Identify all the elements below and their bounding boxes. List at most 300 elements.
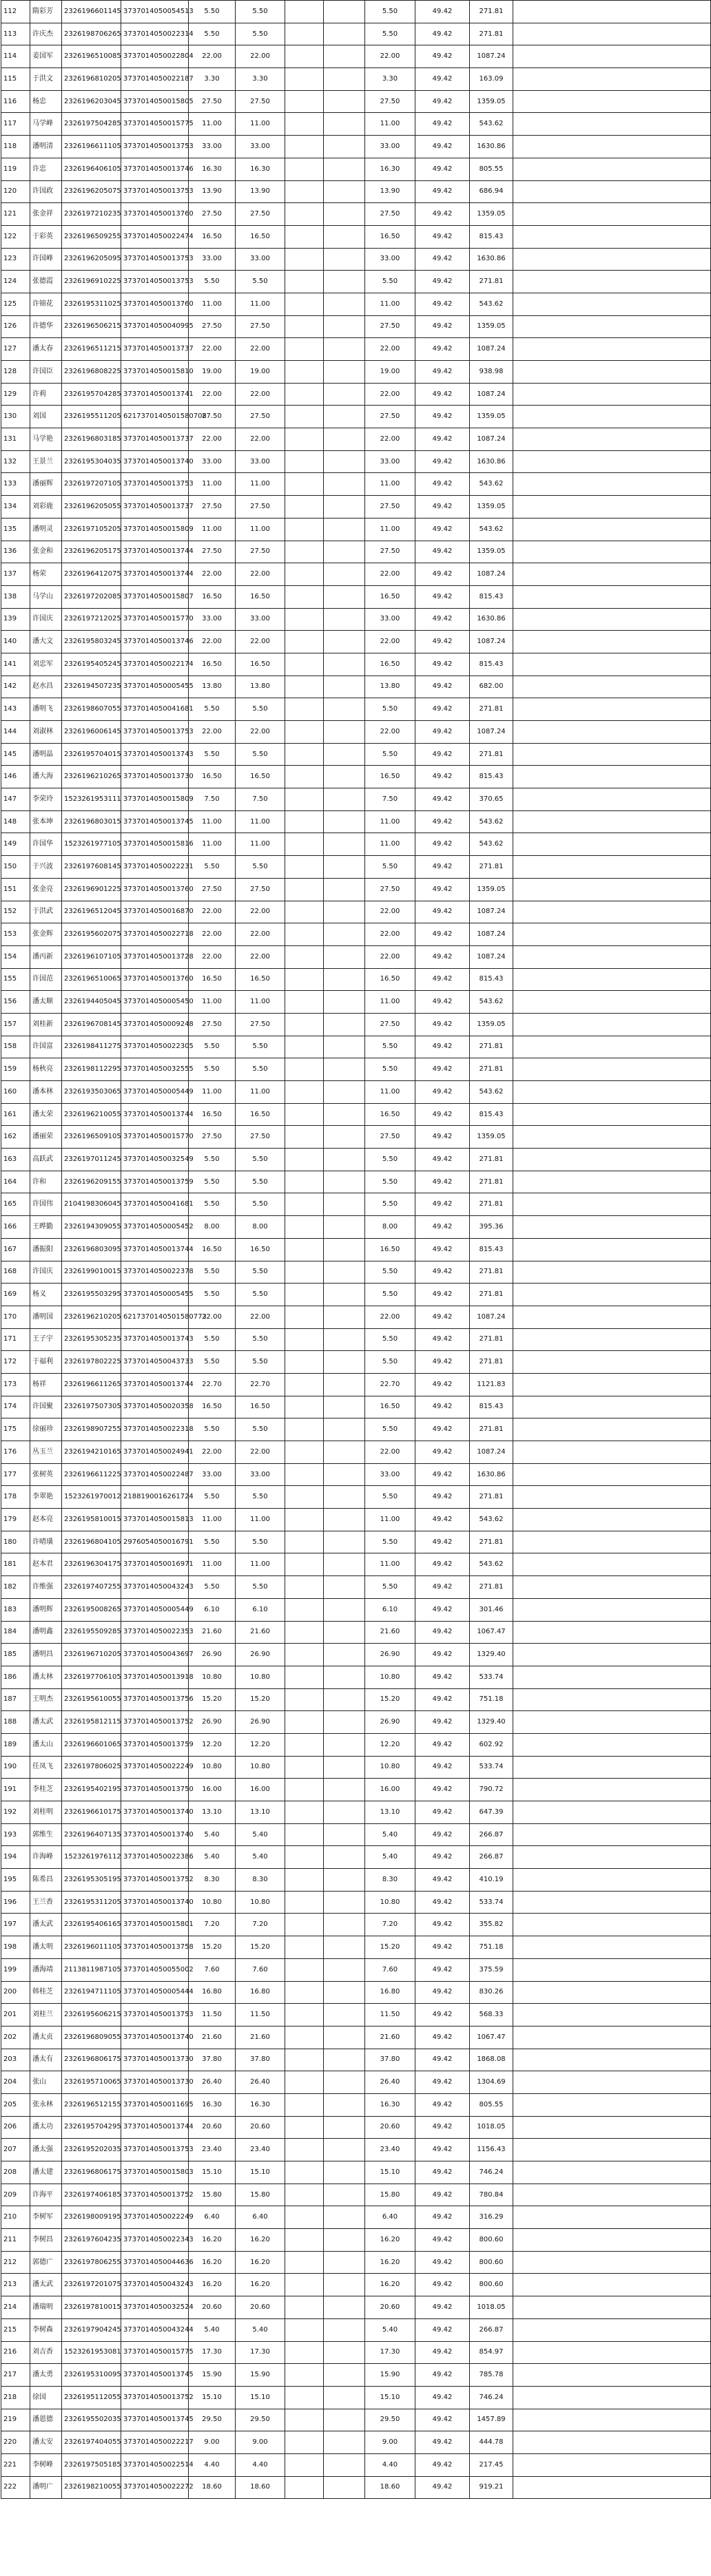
table-cell: 3737014050022378 — [121, 1261, 189, 1284]
table-cell: 49.42 — [415, 676, 470, 698]
table-cell: 2326196509105 — [62, 1126, 121, 1149]
table-cell: 11.00 — [365, 518, 415, 541]
table-cell: 1359.05 — [470, 541, 513, 563]
table-cell: 13.90 — [365, 180, 415, 203]
table-row — [1, 2071, 711, 2094]
table-cell: 117 — [1, 113, 30, 136]
table-cell — [324, 1306, 365, 1328]
table-cell: 3737014050041681 — [121, 698, 189, 721]
table-cell — [285, 1576, 324, 1599]
table-cell: 11.00 — [236, 473, 285, 496]
table-cell — [513, 23, 711, 45]
table-cell: 刘淑林 — [30, 721, 62, 744]
table-row — [1, 1846, 711, 1869]
table-cell: 49.42 — [415, 1733, 470, 1756]
table-cell: 9.00 — [236, 2431, 285, 2454]
table-cell: 5.50 — [189, 1328, 236, 1351]
table-cell: 5.50 — [365, 271, 415, 293]
table-cell — [513, 676, 711, 698]
table-cell: 3737014050013753 — [121, 180, 189, 203]
table-cell: 11.00 — [236, 113, 285, 136]
table-cell: 16.20 — [365, 2251, 415, 2274]
table-cell: 19.00 — [189, 361, 236, 384]
table-cell: 49.42 — [415, 1779, 470, 1801]
table-cell: 2326196610175 — [62, 1801, 121, 1824]
table-cell: 郭德广 — [30, 2251, 62, 2274]
table-cell: 49.42 — [415, 90, 470, 113]
table-cell — [324, 383, 365, 406]
table-cell — [285, 788, 324, 811]
table-cell: 49.42 — [415, 406, 470, 428]
table-cell: 16.30 — [365, 2093, 415, 2116]
table-cell: 751.18 — [470, 1936, 513, 1959]
table-cell — [513, 1936, 711, 1959]
table-cell: 49.42 — [415, 1598, 470, 1621]
table-row — [1, 1823, 711, 1846]
table-cell — [513, 2116, 711, 2139]
table-cell: 李荣玲 — [30, 788, 62, 811]
table-cell: 刘吉香 — [30, 2341, 62, 2364]
table-cell: 1630.86 — [470, 450, 513, 473]
table-cell: 49.42 — [415, 361, 470, 384]
table-cell: 2326196803015 — [62, 810, 121, 833]
table-cell: 37.80 — [236, 2049, 285, 2071]
table-cell: 韩桂芝 — [30, 1981, 62, 2004]
table-cell: 160 — [1, 1081, 30, 1104]
table-cell — [324, 496, 365, 519]
table-cell: 3737014050005452 — [121, 1216, 189, 1239]
table-cell: 16.50 — [236, 1238, 285, 1261]
table-cell: 49.42 — [415, 2341, 470, 2364]
table-cell: 219 — [1, 2409, 30, 2431]
table-cell: 6.10 — [236, 1598, 285, 1621]
table-cell: 5.50 — [236, 1418, 285, 1441]
table-row — [1, 2206, 711, 2229]
table-cell: 216 — [1, 2341, 30, 2364]
table-cell: 1359.05 — [470, 878, 513, 901]
table-cell: 2326196803095 — [62, 1238, 121, 1261]
table-cell: 2326195511205 — [62, 406, 121, 428]
table-cell: 746.24 — [470, 2161, 513, 2184]
table-cell: 217.45 — [470, 2453, 513, 2476]
table-row — [1, 563, 711, 586]
table-cell — [324, 1013, 365, 1036]
table-cell — [324, 1036, 365, 1058]
table-cell: 2326197011245 — [62, 1149, 121, 1171]
table-cell: 271.81 — [470, 1261, 513, 1284]
table-cell — [324, 1284, 365, 1306]
table-cell — [513, 1644, 711, 1666]
table-cell — [513, 1418, 711, 1441]
table-cell: 194 — [1, 1846, 30, 1869]
table-row — [1, 68, 711, 91]
table-cell: 许国庆 — [30, 608, 62, 631]
table-cell: 马学艳 — [30, 428, 62, 451]
table-cell — [324, 518, 365, 541]
table-cell — [324, 1418, 365, 1441]
table-row — [1, 1441, 711, 1464]
table-cell — [513, 2071, 711, 2094]
table-cell: 49.42 — [415, 1463, 470, 1486]
table-cell: 207 — [1, 2139, 30, 2161]
table-cell: 2326195311025 — [62, 293, 121, 315]
table-cell — [285, 1779, 324, 1801]
table-cell: 2326196806175 — [62, 2161, 121, 2184]
table-cell: 16.30 — [189, 158, 236, 180]
table-cell: 2326193503065 — [62, 1081, 121, 1104]
table-cell: 2326196506215 — [62, 315, 121, 338]
table-cell: 许国峰 — [30, 248, 62, 271]
table-cell: 830.26 — [470, 1981, 513, 2004]
table-cell — [324, 1801, 365, 1824]
table-cell — [285, 653, 324, 676]
table-cell — [285, 1733, 324, 1756]
table-cell: 2326197212025 — [62, 608, 121, 631]
table-cell: 49.42 — [415, 158, 470, 180]
table-cell: 15.80 — [365, 2184, 415, 2206]
table-cell: 潘太勇 — [30, 2364, 62, 2387]
table-cell: 张金亮 — [30, 878, 62, 901]
table-row — [1, 1936, 711, 1959]
table-cell: 11.00 — [189, 473, 236, 496]
table-cell — [285, 991, 324, 1014]
table-cell: 370.65 — [470, 788, 513, 811]
table-cell: 2326195405245 — [62, 653, 121, 676]
table-cell: 许莉 — [30, 383, 62, 406]
table-cell: 27.50 — [365, 1013, 415, 1036]
table-row — [1, 1666, 711, 1688]
table-cell: 2326195810015 — [62, 1509, 121, 1531]
table-cell: 746.24 — [470, 2386, 513, 2409]
table-cell — [285, 2251, 324, 2274]
table-cell: 206 — [1, 2116, 30, 2139]
table-cell: 13.80 — [189, 676, 236, 698]
table-cell — [513, 2318, 711, 2341]
table-cell: 2326197207105 — [62, 473, 121, 496]
table-cell: 49.42 — [415, 1823, 470, 1846]
table-cell: 49.42 — [415, 1351, 470, 1374]
table-cell: 3737014050013753 — [121, 248, 189, 271]
table-cell — [285, 23, 324, 45]
table-cell: 140 — [1, 631, 30, 653]
table-cell: 2976054050016791 — [121, 1531, 189, 1553]
table-cell: 355.82 — [470, 1914, 513, 1936]
table-cell: 3737014050043243 — [121, 1576, 189, 1599]
table-cell — [285, 1284, 324, 1306]
table-cell — [324, 1058, 365, 1081]
table-cell: 271.81 — [470, 743, 513, 766]
table-cell: 3737014050015775 — [121, 113, 189, 136]
table-cell: 141 — [1, 653, 30, 676]
table-cell — [513, 1396, 711, 1418]
table-cell: 潘恩德 — [30, 2409, 62, 2431]
table-row — [1, 2296, 711, 2319]
table-cell: 任凤飞 — [30, 1756, 62, 1779]
table-cell: 271.81 — [470, 1036, 513, 1058]
table-cell: 3737014050013759 — [121, 1733, 189, 1756]
table-row — [1, 766, 711, 788]
table-cell: 22.00 — [189, 1306, 236, 1328]
table-cell — [324, 1666, 365, 1688]
table-cell: 190 — [1, 1756, 30, 1779]
table-cell: 3737014050013752 — [121, 2184, 189, 2206]
table-cell: 49.42 — [415, 271, 470, 293]
table-cell — [324, 1396, 365, 1418]
table-cell: 18.60 — [189, 2476, 236, 2499]
table-row — [1, 1013, 711, 1036]
table-cell: 1087.24 — [470, 945, 513, 968]
table-cell: 15.10 — [365, 2161, 415, 2184]
table-row — [1, 2161, 711, 2184]
table-cell: 5.50 — [365, 1058, 415, 1081]
table-cell — [285, 2026, 324, 2049]
table-cell: 21.60 — [189, 2026, 236, 2049]
table-cell: 6217370140501580708 — [121, 406, 189, 428]
table-cell: 26.90 — [189, 1644, 236, 1666]
table-cell: 2326196210055 — [62, 1103, 121, 1126]
table-cell: 49.42 — [415, 1238, 470, 1261]
table-cell: 16.30 — [365, 158, 415, 180]
table-cell: 271.81 — [470, 23, 513, 45]
table-cell — [513, 563, 711, 586]
table-row — [1, 1598, 711, 1621]
table-cell — [285, 2341, 324, 2364]
table-cell: 3737014050013737 — [121, 338, 189, 361]
table-cell: 2113811987105 — [62, 1958, 121, 1981]
table-cell: 49.42 — [415, 1036, 470, 1058]
table-cell — [324, 810, 365, 833]
table-cell: 147 — [1, 788, 30, 811]
table-cell: 129 — [1, 383, 30, 406]
table-row — [1, 968, 711, 991]
table-cell: 815.43 — [470, 968, 513, 991]
table-cell: 49.42 — [415, 698, 470, 721]
table-cell — [513, 2139, 711, 2161]
table-cell — [324, 1936, 365, 1959]
table-cell: 15.10 — [189, 2161, 236, 2184]
table-cell: 125 — [1, 293, 30, 315]
table-cell — [324, 991, 365, 1014]
table-cell — [285, 1373, 324, 1396]
table-cell: 3737014050022804 — [121, 45, 189, 68]
table-cell: 5.50 — [236, 1486, 285, 1509]
table-cell — [513, 1306, 711, 1328]
table-cell: 13.10 — [236, 1801, 285, 1824]
table-cell: 49.42 — [415, 901, 470, 923]
table-cell — [324, 1261, 365, 1284]
table-cell — [324, 1756, 365, 1779]
table-cell: 22.00 — [236, 721, 285, 744]
table-cell: 5.50 — [189, 1486, 236, 1509]
table-cell: 刘国 — [30, 406, 62, 428]
table-cell — [324, 1576, 365, 1599]
table-cell: 27.50 — [236, 315, 285, 338]
table-cell: 于兴波 — [30, 856, 62, 879]
table-cell: 1359.05 — [470, 90, 513, 113]
table-cell: 潘明广 — [30, 2476, 62, 2499]
table-cell: 2326194210165 — [62, 1441, 121, 1464]
table-cell — [513, 1509, 711, 1531]
table-cell: 16.80 — [189, 1981, 236, 2004]
table-cell: 10.80 — [365, 1891, 415, 1914]
table-cell: 49.42 — [415, 1936, 470, 1959]
table-cell — [285, 1869, 324, 1892]
table-cell: 2326196509255 — [62, 225, 121, 248]
table-cell: 潘本林 — [30, 1081, 62, 1104]
table-cell: 266.87 — [470, 1823, 513, 1846]
table-cell: 1067.47 — [470, 2026, 513, 2049]
table-cell: 222 — [1, 2476, 30, 2499]
table-cell: 751.18 — [470, 1688, 513, 1711]
table-cell — [513, 1238, 711, 1261]
table-cell: 49.42 — [415, 923, 470, 946]
table-cell: 5.40 — [189, 1823, 236, 1846]
table-cell: 13.90 — [236, 180, 285, 203]
table-cell: 丛玉兰 — [30, 1441, 62, 1464]
table-cell: 3737014050013760 — [121, 968, 189, 991]
table-cell: 5.50 — [189, 1149, 236, 1171]
table-cell — [324, 2004, 365, 2027]
table-row — [1, 1126, 711, 1149]
table-cell — [513, 1081, 711, 1104]
table-cell: 2326197406185 — [62, 2184, 121, 2206]
table-cell — [285, 1711, 324, 1734]
table-cell — [324, 1171, 365, 1193]
table-cell: 3737014050044636 — [121, 2251, 189, 2274]
table-cell — [324, 653, 365, 676]
table-cell: 919.21 — [470, 2476, 513, 2499]
table-cell: 许海平 — [30, 2184, 62, 2206]
table-cell: 49.42 — [415, 1081, 470, 1104]
table-cell: 22.00 — [236, 563, 285, 586]
table-cell: 5.50 — [365, 743, 415, 766]
table-cell — [285, 158, 324, 180]
table-cell: 33.00 — [365, 136, 415, 158]
table-cell: 3737014050022318 — [121, 1418, 189, 1441]
table-cell: 3737014050043243 — [121, 2274, 189, 2296]
table-cell — [324, 1779, 365, 1801]
table-cell — [513, 1441, 711, 1464]
table-cell: 2326196512045 — [62, 901, 121, 923]
table-cell: 10.80 — [236, 1891, 285, 1914]
table-cell: 5.50 — [236, 23, 285, 45]
table-cell — [324, 361, 365, 384]
table-cell: 3737014050022217 — [121, 2431, 189, 2454]
table-cell: 16.30 — [189, 2093, 236, 2116]
table-cell: 114 — [1, 45, 30, 68]
table-cell: 2326197608145 — [62, 856, 121, 879]
table-cell: 153 — [1, 923, 30, 946]
table-cell: 3737014050013753 — [121, 271, 189, 293]
table-cell — [513, 721, 711, 744]
table-cell — [285, 1126, 324, 1149]
table-cell — [324, 698, 365, 721]
table-cell: 5.50 — [365, 1576, 415, 1599]
table-cell — [324, 293, 365, 315]
table-cell: 2326196407135 — [62, 1823, 121, 1846]
table-row — [1, 1733, 711, 1756]
table-cell: 26.90 — [189, 1711, 236, 1734]
table-cell: 3737014050022305 — [121, 1036, 189, 1058]
table-cell: 15.90 — [236, 2364, 285, 2387]
table-cell: 27.50 — [365, 406, 415, 428]
table-cell: 220 — [1, 2431, 30, 2454]
table-cell: 49.42 — [415, 1486, 470, 1509]
table-cell: 938.98 — [470, 361, 513, 384]
table-cell — [285, 473, 324, 496]
table-cell: 3737014050015805 — [121, 90, 189, 113]
table-cell — [285, 271, 324, 293]
table-cell — [324, 338, 365, 361]
table-cell: 3737014050043697 — [121, 1644, 189, 1666]
table-cell: 2326195704285 — [62, 383, 121, 406]
table-cell: 647.39 — [470, 1801, 513, 1824]
table-cell — [324, 563, 365, 586]
table-cell — [285, 1328, 324, 1351]
subsidy-table — [1, 0, 711, 2499]
table-cell: 5.40 — [365, 1823, 415, 1846]
table-cell: 193 — [1, 1823, 30, 1846]
table-cell: 潘明辉 — [30, 1598, 62, 1621]
table-cell: 2326196412075 — [62, 563, 121, 586]
table-cell: 49.42 — [415, 2026, 470, 2049]
table-cell: 49.42 — [415, 2049, 470, 2071]
table-cell — [513, 608, 711, 631]
table-cell: 5.50 — [365, 698, 415, 721]
table-cell — [513, 743, 711, 766]
table-cell: 16.20 — [236, 2251, 285, 2274]
table-cell: 11.00 — [365, 833, 415, 856]
table-cell: 3737014050005450 — [121, 991, 189, 1014]
table-cell: 175 — [1, 1418, 30, 1441]
table-cell: 49.42 — [415, 2386, 470, 2409]
table-cell: 7.20 — [236, 1914, 285, 1936]
table-cell: 686.94 — [470, 180, 513, 203]
table-cell: 16.50 — [236, 653, 285, 676]
table-row — [1, 496, 711, 519]
table-cell: 3737014050013752 — [121, 2386, 189, 2409]
table-cell: 22.70 — [365, 1373, 415, 1396]
table-cell: 1523261953111 — [62, 788, 121, 811]
table-cell: 16.50 — [365, 968, 415, 991]
table-cell: 22.00 — [365, 631, 415, 653]
table-cell: 11.00 — [189, 991, 236, 1014]
table-cell — [513, 1284, 711, 1306]
table-cell — [513, 2296, 711, 2319]
table-cell: 高跃武 — [30, 1149, 62, 1171]
table-cell: 136 — [1, 541, 30, 563]
table-cell: 3737014050022718 — [121, 923, 189, 946]
table-cell: 22.00 — [189, 1441, 236, 1464]
table-cell: 22.00 — [189, 338, 236, 361]
table-cell: 132 — [1, 450, 30, 473]
table-row — [1, 2049, 711, 2071]
table-cell: 2326197105205 — [62, 518, 121, 541]
table-cell: 11.00 — [236, 991, 285, 1014]
table-cell: 27.50 — [236, 541, 285, 563]
table-cell: 刘桂新 — [30, 1013, 62, 1036]
table-cell — [324, 203, 365, 226]
table-cell — [513, 1733, 711, 1756]
table-cell: 217 — [1, 2364, 30, 2387]
table-cell: 3737014050024941 — [121, 1441, 189, 1464]
table-cell: 27.50 — [365, 1126, 415, 1149]
table-cell — [513, 293, 711, 315]
table-cell: 213 — [1, 2274, 30, 2296]
table-cell: 2326195402195 — [62, 1779, 121, 1801]
table-cell: 185 — [1, 1644, 30, 1666]
table-cell: 赵本君 — [30, 1553, 62, 1576]
